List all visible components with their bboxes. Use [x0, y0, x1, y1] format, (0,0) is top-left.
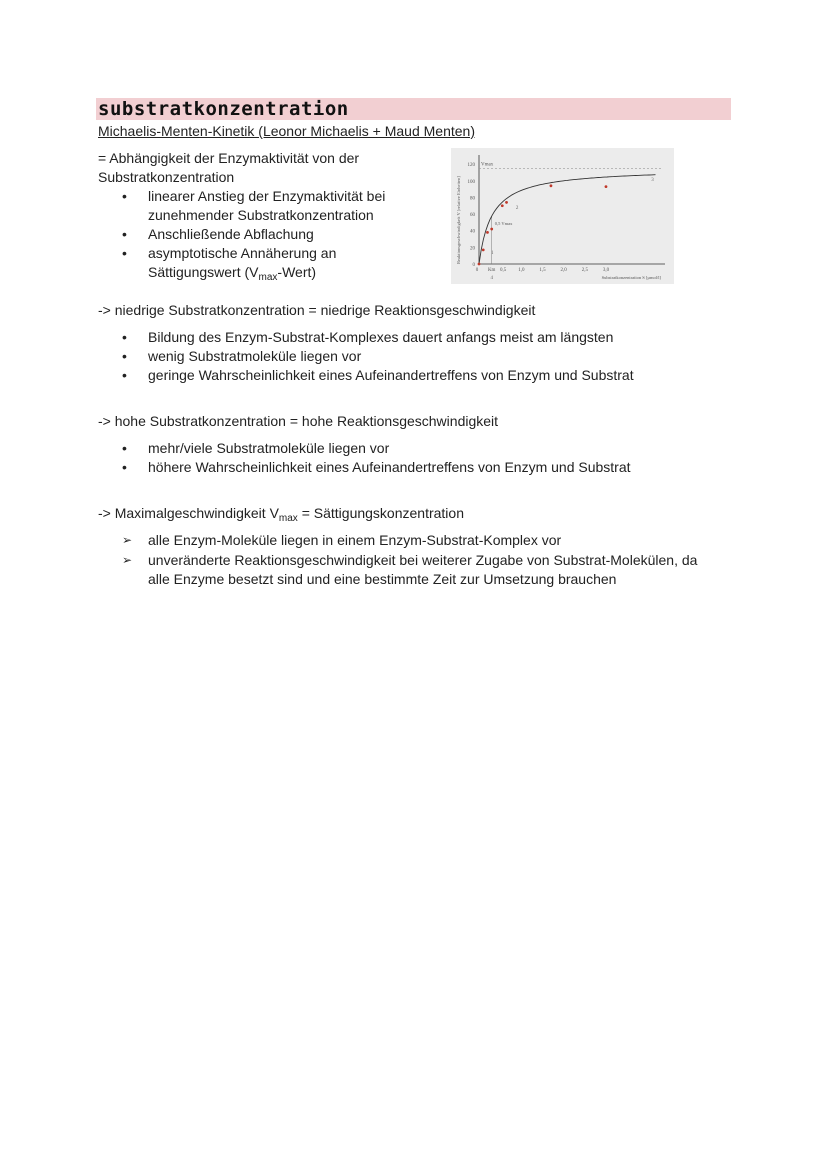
data-point: [501, 204, 504, 207]
list-item: alle Enzyme besetzt sind und eine bestimmte Zeit zur Umsetzung brauchen: [148, 571, 617, 587]
subscript: max: [258, 272, 278, 283]
data-point: [478, 263, 481, 266]
vmax-label: Vmax: [481, 162, 494, 168]
bullet-icon: •: [122, 245, 127, 261]
x-tick-label: 1,5: [539, 268, 546, 273]
y-tick-label: 0: [472, 263, 475, 268]
arrow-bullet-icon: ➢: [122, 533, 133, 547]
arrow-bullet-icon: ➢: [122, 553, 133, 567]
y-tick-label: 60: [470, 213, 475, 219]
x-tick-label: 2,5: [581, 268, 588, 273]
y-tick-label: 80: [470, 196, 475, 202]
text: Sättigungswert (V: [148, 264, 259, 280]
y-axis-label: Reaktionsgeschwindigkeit V [relative Einheiten]: [456, 176, 461, 264]
intro-line: = Abhängigkeit der Enzymaktivität von der: [98, 150, 360, 166]
data-point: [486, 231, 489, 234]
region-label: 3: [651, 177, 654, 183]
x-tick-label: 0,5: [500, 268, 507, 273]
michaelis-menten-chart: [451, 148, 674, 284]
list-item: linearer Anstieg der Enzymaktivität bei: [148, 188, 386, 204]
list-item: asymptotische Annäherung an: [148, 245, 337, 261]
list-item: höhere Wahrscheinlichkeit eines Aufeinandertreffens von Enzym und Substrat: [148, 459, 631, 475]
region-label: 1: [491, 251, 494, 257]
title-bar: [96, 98, 731, 120]
subtitle: Michaelis-Menten-Kinetik (Leonor Michaelis + Maud Menten): [98, 123, 476, 139]
data-point: [482, 248, 485, 251]
x-tick-label: 1,0: [518, 268, 525, 273]
text: -Wert): [277, 264, 317, 280]
bullet-icon: •: [122, 329, 127, 345]
list-item: wenig Substratmoleküle liegen vor: [148, 348, 362, 364]
y-tick-label: 100: [467, 179, 475, 185]
list-item: mehr/viele Substratmoleküle liegen vor: [148, 440, 390, 456]
intro-line: Substratkonzentration: [98, 169, 235, 185]
fit-curve: [479, 175, 656, 264]
subscript: max: [278, 513, 298, 524]
half-vmax-label: 0,5 Vmax: [494, 221, 513, 227]
region-label: 2: [515, 206, 519, 212]
x-tick-label: 0: [475, 268, 479, 273]
bullet-icon: •: [122, 440, 127, 456]
x-tick-label: 2,0: [560, 268, 567, 273]
data-point: [505, 201, 508, 204]
bullet-icon: •: [122, 188, 127, 204]
x-axis-label: Substratkonzentration S [µmol/l]: [601, 275, 661, 280]
region-label: 4: [490, 276, 493, 281]
x-tick-label: 3,0: [602, 268, 610, 273]
list-item: unveränderte Reaktionsgeschwindigkeit bei weiterer Zugabe von Substrat-Molekülen, da: [148, 552, 698, 568]
chart-svg: [451, 148, 674, 284]
section-heading: -> hohe Substratkonzentration = hohe Reaktionsgeschwindigkeit: [98, 413, 499, 429]
section-heading: [98, 504, 464, 523]
list-item: zunehmender Substratkonzentration: [148, 207, 374, 223]
bullet-icon: •: [122, 226, 127, 242]
y-tick-label: 120: [467, 163, 475, 169]
data-point: [550, 184, 553, 187]
list-item: [148, 263, 316, 282]
data-point: [605, 185, 608, 188]
text: = Sättigungskonzentration: [297, 505, 464, 521]
y-tick-label: 40: [470, 229, 475, 235]
list-item: Anschließende Abflachung: [148, 226, 314, 242]
list-item: alle Enzym-Moleküle liegen in einem Enzym-Substrat-Komplex vor: [148, 532, 562, 548]
bullet-icon: •: [122, 348, 127, 364]
bullet-icon: •: [122, 367, 127, 383]
x-tick-label: Km: [487, 268, 496, 273]
list-item: geringe Wahrscheinlichkeit eines Aufeinandertreffens von Enzym und Substrat: [148, 367, 634, 383]
section-heading: -> niedrige Substratkonzentration = niedrige Reaktionsgeschwindigkeit: [98, 302, 536, 318]
list-item: Bildung des Enzym-Substrat-Komplexes dauert anfangs meist am längsten: [148, 329, 614, 345]
page-title: substratkonzentration: [98, 98, 349, 120]
text: -> Maximalgeschwindigkeit V: [98, 505, 279, 521]
y-tick-label: 20: [470, 246, 475, 252]
bullet-icon: •: [122, 459, 127, 475]
data-point: [490, 228, 493, 231]
